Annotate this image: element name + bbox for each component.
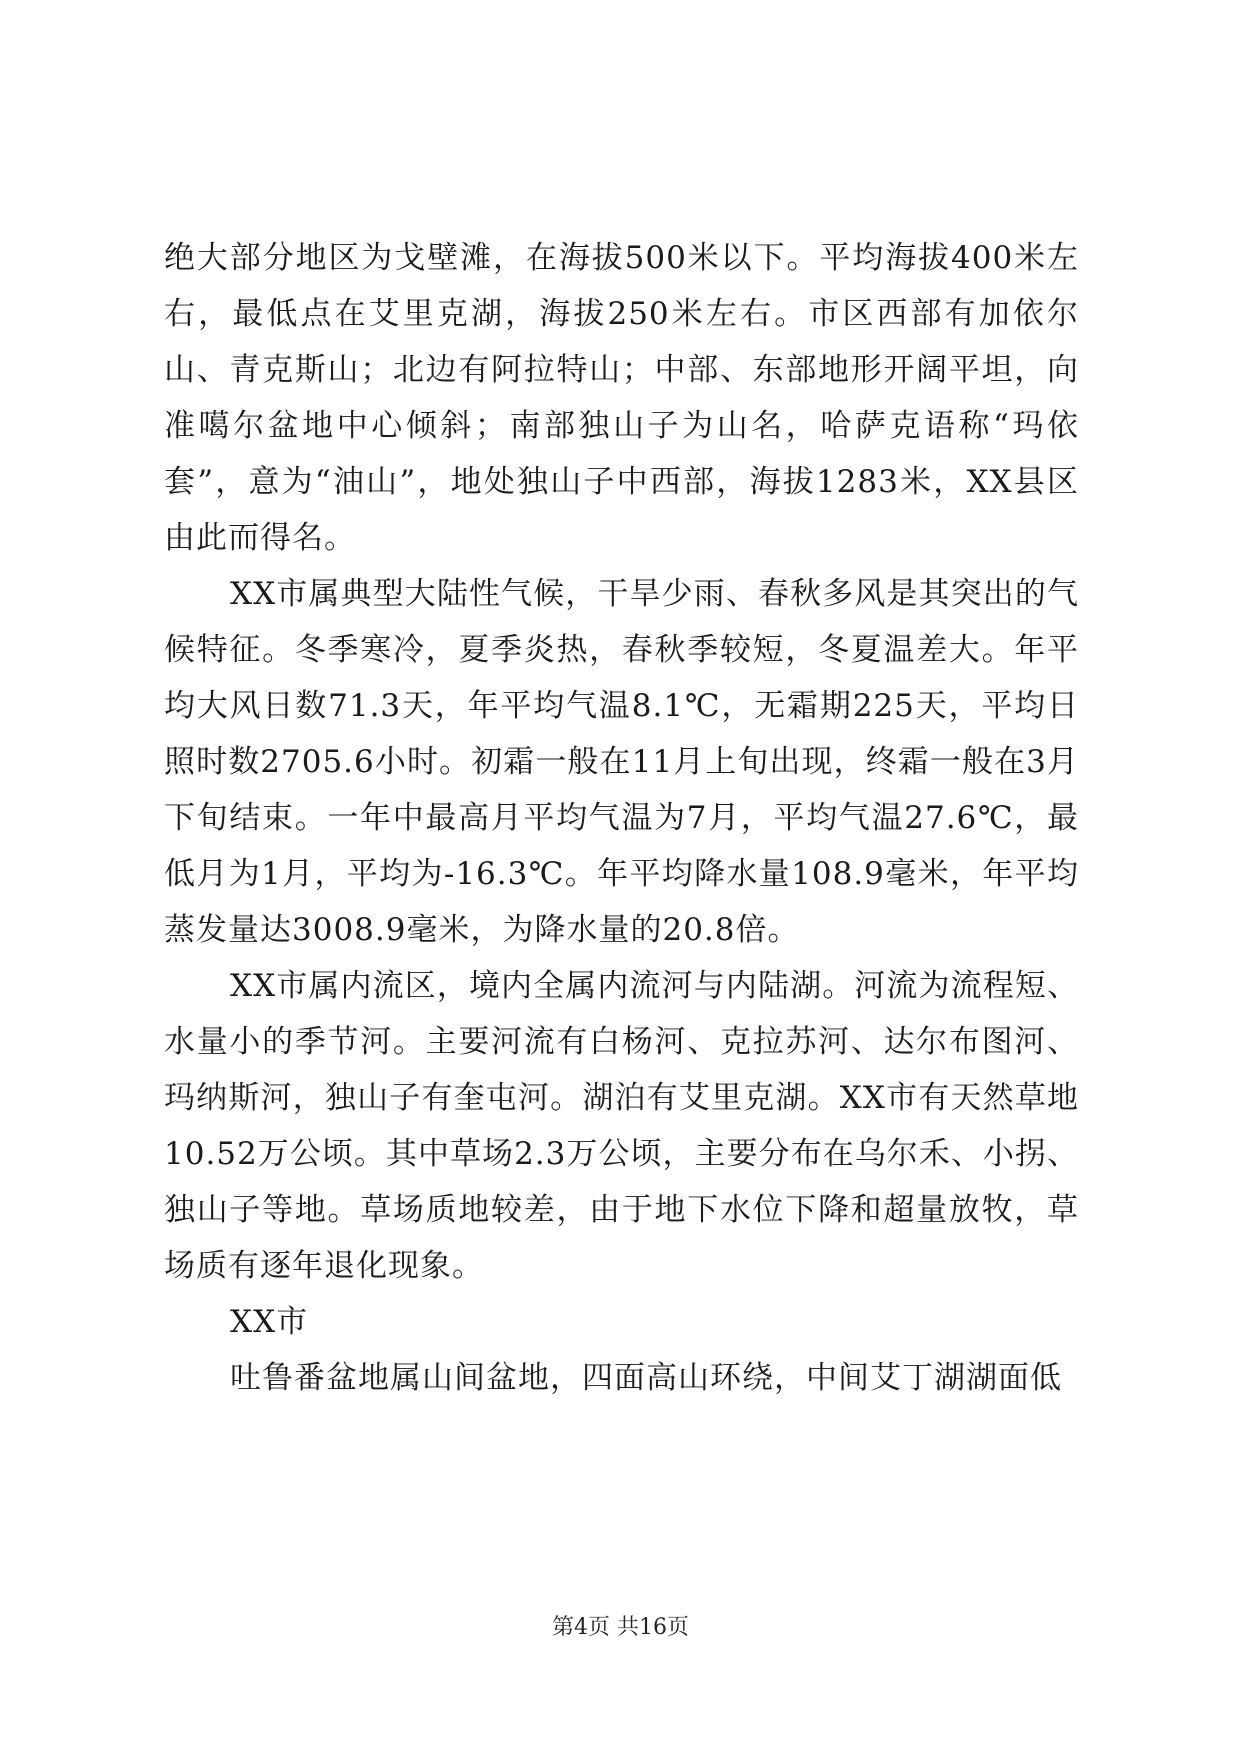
paragraph-turpan: 吐鲁番盆地属山间盆地，四面高山环绕，中间艾丁湖湖面低 xyxy=(230,1360,1062,1396)
paragraph-terrain: 绝大部分地区为戈壁滩，在海拔500米以下。平均海拔400米左右，最低点在艾里克湖，海拔250米左右。市区西部有加依尔山、青克斯山；北边有阿拉特山；中部、东部地形开阔平坦，向准噶尔盆地中心倾斜；南部独山子为山名，哈萨克语称“玛依套”，意为“油山”，地处独山子中西部，海拔1283米，XX县区由此而得名。 xyxy=(164,240,1079,556)
document-body xyxy=(164,230,1079,1406)
page-footer: 第4页 共16页 xyxy=(552,1615,689,1640)
paragraph-hydrology: XX市属内流区，境内全属内流河与内陆湖。河流为流程短、水量小的季节河。主要河流有白杨河、克拉苏河、达尔布图河、玛纳斯河，独山子有奎屯河。湖泊有艾里克湖。XX市有天然草地10.52万公顷。其中草场2.3万公顷，主要分布在乌尔禾、小拐、独山子等地。草场质地较差，由于地下水位下降和超量放牧，草场质有逐年退化现象。 xyxy=(164,968,1079,1284)
paragraph-climate: XX市属典型大陆性气候，干旱少雨、春秋多风是其突出的气候特征。冬季寒冷，夏季炎热，春秋季较短，冬夏温差大。年平均大风日数71.3天，年平均气温8.1℃，无霜期225天，平均日照时数2705.6小时。初霜一般在11月上旬出现，终霜一般在3月下旬结束。一年中最高月平均气温为7月，平均气温27.6℃，最低月为1月，平均为-16.3℃。年平均降水量108.9毫米，年平均蒸发量达3008.9毫米，为降水量的20.8倍。 xyxy=(164,576,1079,948)
paragraph-city-heading: XX市 xyxy=(230,1304,309,1340)
